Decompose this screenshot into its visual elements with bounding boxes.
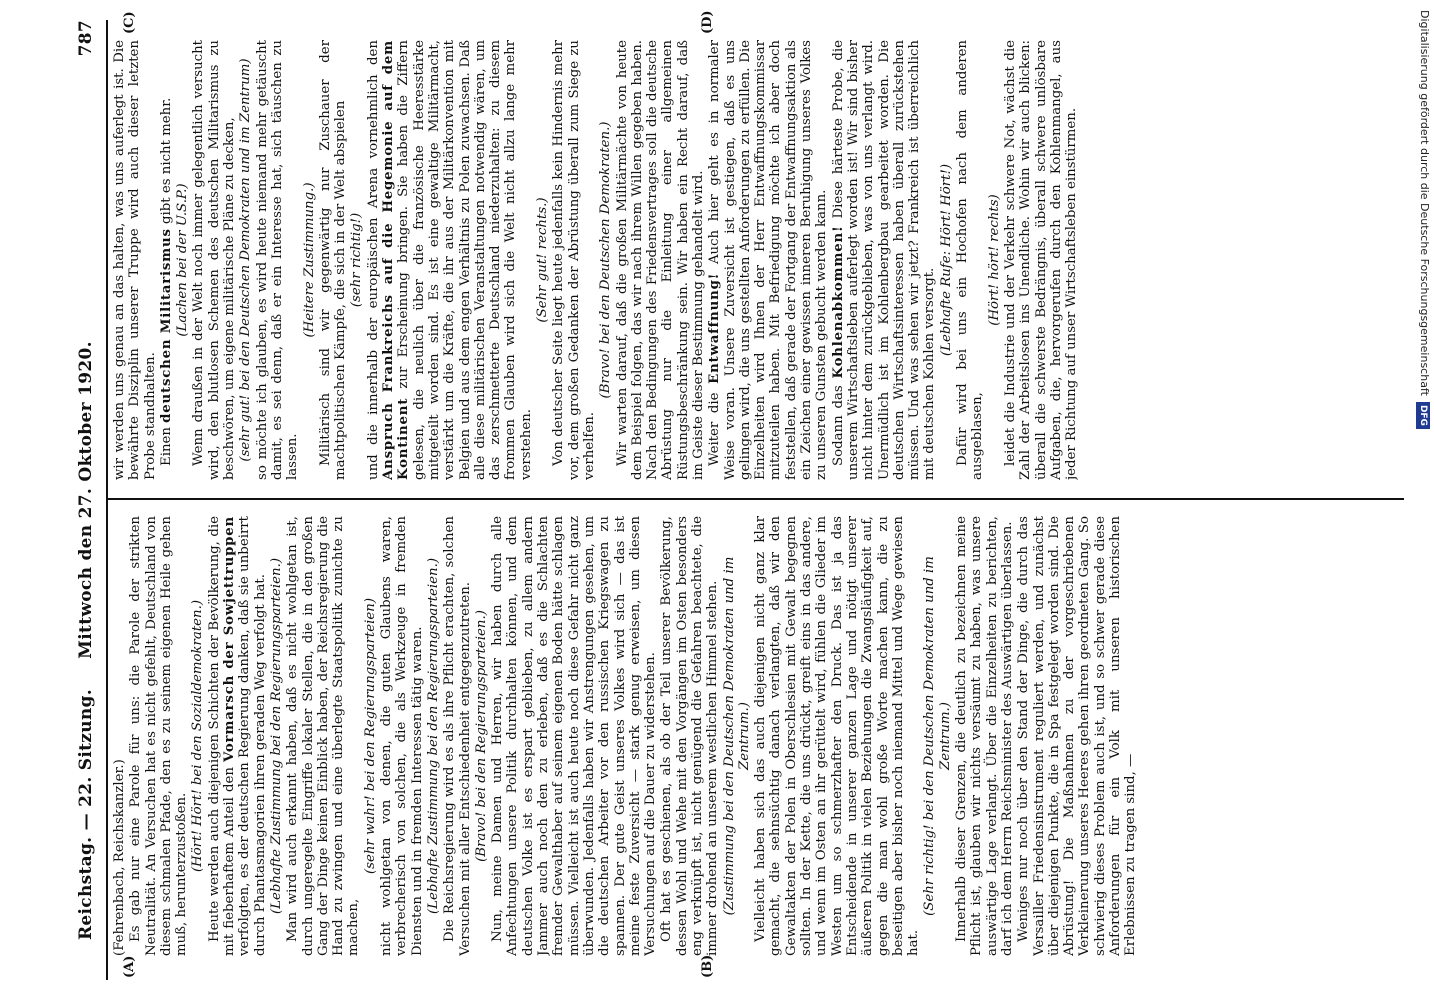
- interjection: (Bravo! bei den Deutschen Demokraten.): [598, 121, 614, 399]
- interjection: (sehr gut! bei den Deutschen Demokraten und im Zentrum): [238, 58, 254, 462]
- digitization-credit: [1414, 10, 1434, 990]
- paragraph: Militärisch sind wir gegenwärtig nur Zuschauer der machtpolitischen Kämpfe, die sich in der Welt abspielen: [317, 40, 349, 480]
- margin-marker-c: (C): [122, 11, 137, 34]
- paragraph: Heute werden auch diejenigen Schichten der Bevölkerung, die mit fieberhaftem Anteil den Vormarsch der Sowjettruppen verfolgten, es der deutschen Regierung danken, daß sie unbeirrt durch Phantasmagorien ihren geraden Weg verfolgt hat.: [206, 516, 268, 956]
- interjection: (Heitere Zustimmung.): [301, 182, 317, 338]
- margin-marker-a: (A): [122, 955, 137, 978]
- paragraph: Wenn draußen in der Welt noch immer gelegentlich versucht wird, den blutlosen Schemen des deutschen Militarismus zu beschwören, um eigene militärische Pläne zu decken,: [191, 40, 238, 480]
- margin-marker-d: (D): [700, 10, 715, 34]
- page-header: [72, 20, 102, 980]
- interjection: (Lachen bei der U.S.P.): [175, 183, 191, 337]
- paragraph: Man wird auch erkannt haben, daß es nicht wohlgetan ist, durch ungeregelte Eingriffe lokaler Stellen, die in den großen Gang der Dinge keinen Einblick haben, der Reichsregierung die Hand zu zwingen und eine überlegte Staatspolitik zunichte zu machen,: [285, 516, 362, 956]
- interjection: (sehr wahr! bei den Regierungsparteien): [362, 597, 378, 875]
- paragraph: nicht wohlgetan von denen, die guten Glaubens waren, verbrecherisch von solchen, die als Werkzeuge in fremden Diensten und in fremden Interessen tätig waren.: [379, 516, 425, 956]
- paragraph: Weniges nur noch über den Stand der Dinge, die durch das Versailler Friedensinstrument reguliert werden, und zunächst über diejenigen Punkte, die in Spa festgelegt worden sind. Die Abrüstung! Die Maßnahmen zu der vorgeschriebenen Verkleinerung unseres Heeres gehen ihren geordneten Gang. So schwierig dieses Problem auch ist, und so schwer gerade diese Anforderungen für ein Volk mit unseren historischen Erlebnissen zu tragen sind, —: [1016, 516, 1139, 956]
- speaker-label: (Fehrenbach, Reichskanzler.): [112, 759, 127, 956]
- paragraph: Von deutscher Seite liegt heute jedenfalls kein Hindernis mehr vor, dem großen Gedanken der Abrüstung überall zum Siege zu verhelfen.: [551, 40, 597, 480]
- paragraph: Dafür wird bei uns ein Hochofen nach dem anderen ausgeblasen,: [955, 40, 986, 480]
- interjection: (Sehr gut! rechts.): [535, 197, 551, 323]
- paragraph: leidet die Industrie und der Verkehr schwere Not, wächst die Zahl der Arbeitslosen ins Unendliche. Wohin wir auch blicken: überall die schwerste Bedrängnis, überall schwere unlösbare Aufgaben, die, hervorgerufen durch den Kohlenmangel, aus jeder Richtung auf unser Wirtschaftsleben einstürmen.: [1002, 40, 1080, 480]
- credit-text: Digitalisierung gefördert durch die Deutsche Forschungsgemeinschaft: [1418, 10, 1431, 396]
- page-number: 787: [76, 20, 96, 57]
- column-divider: [106, 498, 1404, 500]
- interjection: (Lebhafte Rufe: Hört! Hört!): [938, 163, 954, 357]
- paragraph: wir werden uns genau an das halten, was uns auferlegt ist. Die bewährte Disziplin unserer Truppe wird auch dieser letzten Probe standhalten.: [112, 40, 158, 480]
- document-page: [60, 0, 1414, 1000]
- paragraph: Vielleicht haben sich das auch diejenigen nicht ganz klar gemacht, die sehnsüchtig danach verlangten, daß wir den Gewaltakten der Polen in Oberschlesien mit Gewalt begegnen sollten. In der Kette, die uns drückt, greift eins in das andere, und wenn im Osten an ihr gerüttelt wird, fühlen die Glieder im Westen um so schmerzhafter den Druck. Das ist ja das Entscheidende in unserer ganzen Lage und nötigt unserer äußeren Politik in vielen Beziehungen die Zwangsläufigkeit auf, gegen die man wohl große Worte machen kann, die zu beseitigen aber bisher noch niemand Mittel und Wege gewiesen hat.: [753, 516, 922, 956]
- margin-marker-b: (B): [700, 954, 715, 978]
- emphasis: Entwaffnung!: [707, 272, 723, 384]
- paragraph: Nun, meine Damen und Herren, wir haben durch alle Anfechtungen unsere Politik durchhalten können, und dem deutschen Volke ist es erspart geblieben, zu allem andern Jammer auch noch den zu erleben, daß es die Schlachten fremder Gewalthaber auf seinem eigenen Boden hätte schlagen müssen. Vielleicht ist auch heute noch diese Gefahr nicht ganz überwunden. Jedenfalls haben wir Anstrengungen gesehen, um die deutschen Arbeiter vor den russischen Kriegswagen zu spannen. Der gute Geist unseres Volkes wird sich — das ist meine feste Zuversicht — stark genug erweisen, um diesen Versuchungen auf die Dauer zu widerstehen.: [490, 516, 659, 956]
- paragraph: Es gab nur eine Parole für uns: die Parole der strikten Neutralität. An Versuchen hat es nicht gefehlt, Deutschland von diesem schmalen Pfade, den es zu seinem eigenen Heile gehen muß, herunterzustoßen.: [128, 516, 190, 956]
- paragraph: Oft hat es geschienen, als ob der Teil unserer Bevölkerung, dessen Wohl und Wehe mit den Vorgängen im Osten besonders eng verknüpft ist, nicht genügend die Gefahren beachtete, die immer drohend an unserem westlichen Himmel stehen.: [659, 516, 721, 956]
- emphasis: Anspruch Frankreichs auf die Hegemonie auf dem Kontinent: [381, 40, 412, 480]
- header-rule: [106, 20, 108, 980]
- interjection: (sehr richtig!): [349, 212, 365, 308]
- paragraph: Innerhalb dieser Grenzen, die deutlich zu bezeichnen meine Pflicht ist, glauben wir nichts versäumt zu haben, was unsere auswärtige Lage verlangt. Über die Einzelheiten zu berichten, darf ich dem Herrn Reichsminister des Auswärtigen überlassen.: [954, 516, 1015, 956]
- header-date: Mittwoch den 27. Oktober 1920.: [76, 341, 96, 659]
- emphasis: Vormarsch der Sowjettruppen: [222, 516, 238, 763]
- paragraph: so möchte ich glauben, es wird heute niemand mehr getäuscht damit, es sei denn, daß er ein Interesse hat, sich täuschen zu lassen.: [254, 40, 301, 480]
- interjection: (Sehr richtig! bei den Deutschen Demokraten und im Zentrum.): [922, 556, 953, 916]
- emphasis: Kohlenabkommen!: [830, 225, 846, 379]
- right-column: [112, 40, 1404, 480]
- interjection: (Zustimmung bei den Deutschen Demokraten und im Zentrum.): [721, 556, 752, 916]
- paragraph: Einen deutschen Militarismus gibt es nicht mehr.: [158, 97, 174, 466]
- interjection: (Hört! hört! rechts): [986, 194, 1002, 326]
- interjection: (Hört! Hört! bei den Sozialdemokraten.): [190, 599, 206, 873]
- paragraph: Sodann das Kohlenabkommen! Diese härteste Probe, die unserem Wirtschaftsleben auferlegt worden ist! Wir sind bisher nicht hinter dem zurückgeblieben, was von uns verlangt wird. Unermüdlich ist im Kohlenbergbau gearbeitet worden. Die deutschen Wirtschaftsinteressen haben überall zurückstehen müssen. Und was sehen wir jetzt? Frankreich ist überreichlich mit deutschen Kohlen versorgt.: [830, 40, 938, 480]
- interjection: (Lebhafte Zustimmung bei den Regierungsparteien.): [425, 557, 441, 915]
- header-left: Reichstag. — 22. Sitzung.: [76, 689, 96, 940]
- paragraph: und die innerhalb der europäischen Arena vornehmlich den Anspruch Frankreichs auf die Hegemonie auf dem Kontinent zur Erscheinung bringen. Sie haben die Ziffern gelesen, die neulich über die französische Heeresstärke mitgeteilt worden sind. Es ist eine gewaltige Militärmacht, verstärkt um die Kräfte, die ihr aus der Militärkonvention mit Belgien und aus dem engen Verhältnis zu Polen zuwachsen. Daß alle diese militärischen Veranstaltungen notwendig wären, um das zerschmetterte Deutschland niederzuhalten: zu diesem frommen Glauben wird sich die Welt nicht allzu lange mehr verstehen.: [365, 40, 534, 480]
- paragraph: Die Reichsregierung wird es als ihre Pflicht erachten, solchen Versuchen mit aller Entschiedenheit entgegenzutreten.: [442, 516, 473, 956]
- paragraph: Weiter die Entwaffnung! Auch hier geht es in normaler Weise voran. Unsere Zuversicht ist gestiegen, daß es uns gelingen wird, die uns gestellten Anforderungen zu erfüllen. Die Einzelheiten wird Ihnen der Herr Entwaffnungskommissar mitzuteilen haben. Mit Befriedigung möchte ich aber doch feststellen, daß gerade der Fortgang der Entwaffnungsaktion als ein Zeichen einer gewissen inneren Beruhigung unseres Volkes zu unseren Gunsten gebucht werden kann.: [707, 40, 830, 480]
- interjection: (Lebhafte Zustimmung bei den Regierungsparteien.): [268, 557, 284, 915]
- interjection: (Bravo! bei den Regierungsparteien.): [473, 610, 489, 862]
- paragraph: Wir warten darauf, daß die großen Militärmächte von heute dem Beispiel folgen, das wir nach ihrem Willen gegeben haben. Nach den Bedingungen des Friedensvertrages soll die deutsche Abrüstung nur die Einleitung einer allgemeinen Rüstungsbeschränkung sein. Wir haben ein Recht darauf, daß im Geiste dieser Bestimmung gehandelt wird.: [614, 40, 706, 480]
- emphasis: deutschen Militarismus: [158, 228, 174, 423]
- dfg-logo: DFG: [1416, 402, 1430, 429]
- left-column: [112, 516, 1404, 956]
